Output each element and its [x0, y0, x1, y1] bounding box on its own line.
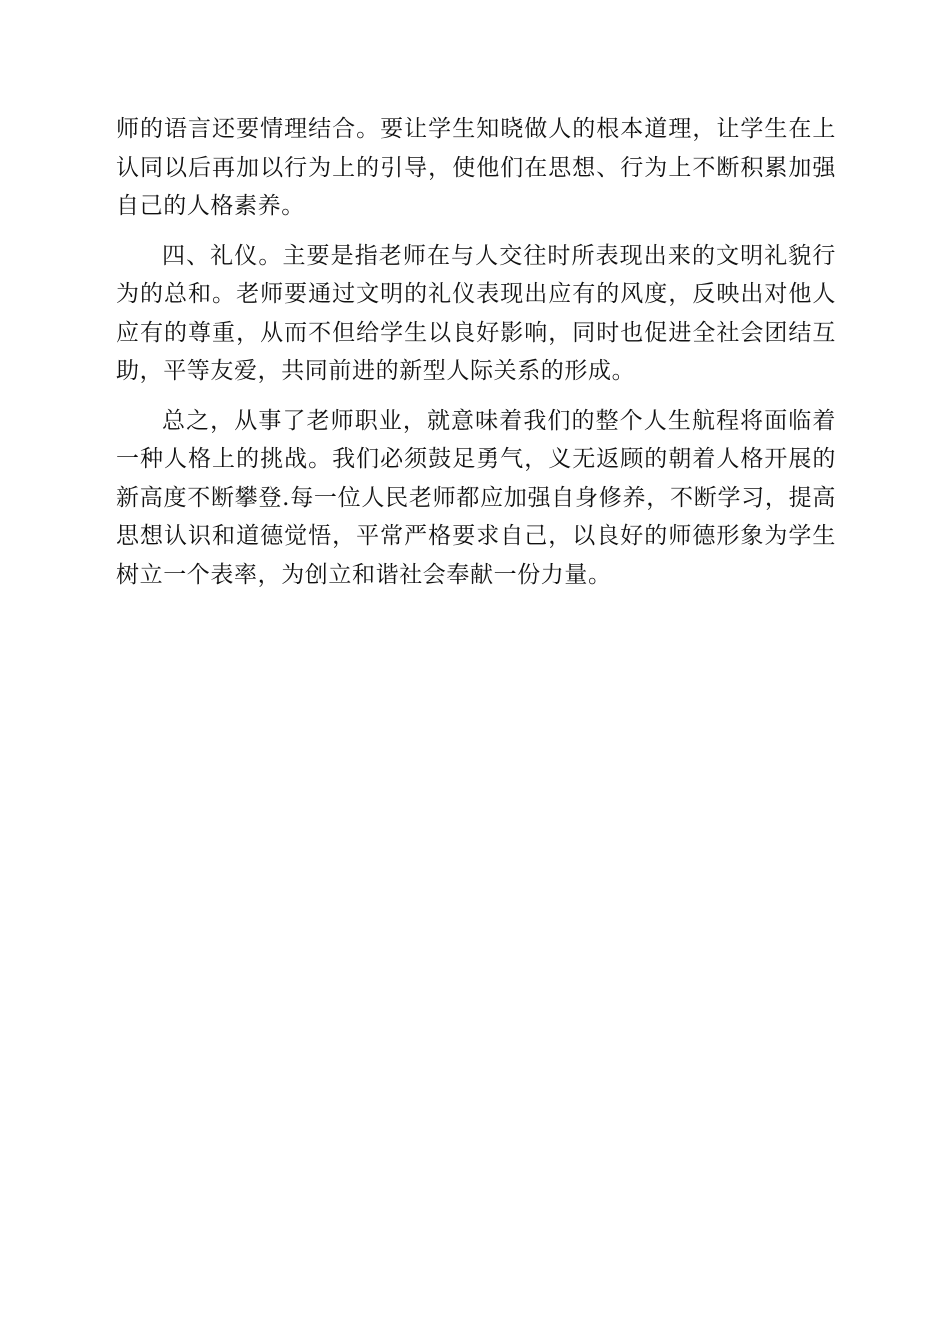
paragraph-conclusion: 总之，从事了老师职业，就意味着我们的整个人生航程将面临着一种人格上的挑战。我们必须鼓足勇气，义无返顾的朝着人格开展的新高度不断攀登.每一位人民老师都应加强自身修养，不断学习，提高思想认识和道德觉悟，平常严格要求自己，以良好的师德形象为学生树立一个表率，为创立和谐社会奉献一份力量。 [116, 407, 836, 588]
paragraph-etiquette: 四、礼仪。主要是指老师在与人交往时所表现出来的文明礼貌行为的总和。老师要通过文明的礼仪表现出应有的风度，反映出对他人应有的尊重，从而不但给学生以良好影响，同时也促进全社会团结互助，平等友爱，共同前进的新型人际关系的形成。 [116, 242, 836, 384]
document-body [116, 110, 836, 605]
paragraph-continuation: 师的语言还要情理结合。要让学生知晓做人的根本道理，让学生在上认同以后再加以行为上的引导，使他们在思想、行为上不断积累加强自己的人格素养。 [116, 116, 836, 219]
